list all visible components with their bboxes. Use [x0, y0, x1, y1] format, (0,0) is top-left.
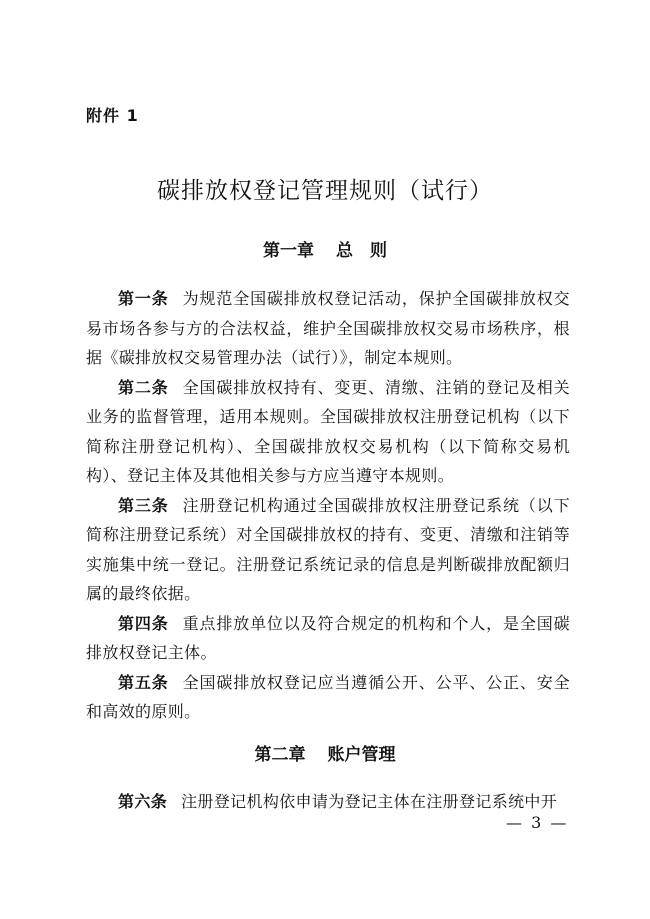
article — [86, 787, 570, 817]
article — [86, 491, 570, 609]
article-label: 第六条 — [118, 792, 168, 811]
chapter-name: 总 则 — [336, 241, 387, 261]
article-label: 第一条 — [118, 289, 169, 308]
article — [86, 668, 570, 727]
document-title: 碳排放权登记管理规则（试行） — [157, 178, 493, 204]
article — [86, 373, 570, 491]
chapter-one-body — [86, 284, 570, 727]
article-text: 全国碳排放权持有、变更、清缴、注销的登记及相关业务的监督管理，适用本规则。全国碳排放权注册登记机构（以下简称注册登记机构）、全国碳排放权交易机构（以下简称交易机构）、登记主体及其他相关参与方应当遵守本规则。 — [86, 377, 570, 485]
article-text: 为规范全国碳排放权登记活动，保护全国碳排放权交易市场各参与方的合法权益，维护全国碳排放权交易市场秩序，根据《碳排放权交易管理办法（试行）》，制定本规则。 — [86, 289, 570, 367]
article-label: 第四条 — [118, 613, 169, 633]
article-label: 第三条 — [118, 495, 169, 515]
chapter-heading — [0, 740, 650, 765]
chapter-number: 第二章 — [254, 745, 306, 765]
chapter-number: 第一章 — [263, 241, 314, 261]
article — [86, 609, 570, 668]
article — [86, 284, 570, 373]
article-text: 注册登记机构依申请为登记主体在注册登记系统中开 — [181, 792, 558, 811]
page-number: — 3 — — [506, 813, 569, 832]
chapter-name: 账户管理 — [327, 745, 396, 765]
article-text: 全国碳排放权登记应当遵循公开、公平、公正、安全和高效的原则。 — [86, 672, 570, 721]
attachment-label: 附件 1 — [86, 106, 139, 125]
article-label: 第二条 — [118, 377, 169, 397]
article-text: 注册登记机构通过全国碳排放权注册登记系统（以下简称注册登记系统）对全国碳排放权的持有、变更、清缴和注销等实施集中统一登记。注册登记系统记录的信息是判断碳排放配额归属的最终依据。 — [86, 495, 570, 603]
article-text: 重点排放单位以及符合规定的机构和个人，是全国碳排放权登记主体。 — [86, 613, 570, 662]
chapter-heading — [0, 236, 650, 261]
article-label: 第五条 — [118, 672, 169, 692]
